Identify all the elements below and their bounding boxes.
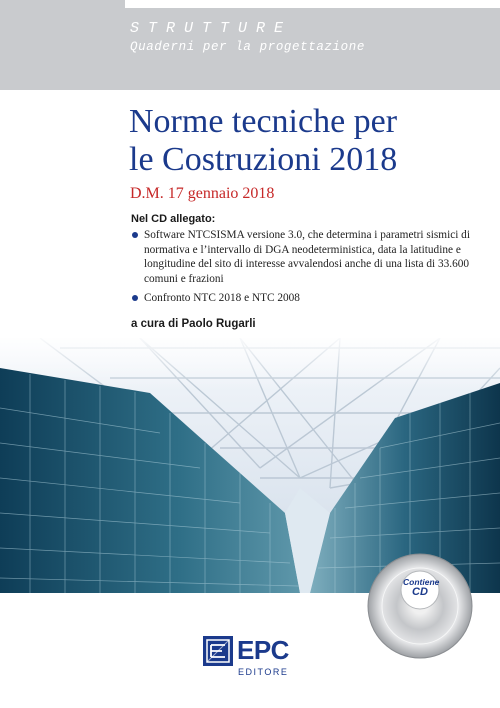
series-rule — [125, 0, 500, 8]
cd-badge-line-1: Contiene — [403, 577, 440, 587]
series-subtitle: Quaderni per la progettazione — [130, 40, 365, 54]
publisher-name: EPC — [237, 635, 289, 665]
book-subtitle: D.M. 17 gennaio 2018 — [130, 185, 275, 202]
cd-contents-item — [131, 291, 491, 306]
book-title-line-2: le Costruzioni 2018 — [129, 141, 398, 178]
bullet-icon — [132, 295, 138, 301]
series-name: STRUTTURE — [130, 20, 293, 37]
cd-disc-icon — [366, 552, 474, 660]
epc-logo-mark-icon — [203, 636, 233, 666]
cd-contents-item-text: Software NTCSISMA versione 3.0, che determina i parametri sismici di normativa e l’intervallo di DGA neodeterministica, data la latitudine e longitudine del sito di interesse avvalendosi anche di una lista di 33.600 comuni e frazioni — [144, 229, 470, 286]
cd-contents-item-text: Confronto NTC 2018 e NTC 2008 — [144, 291, 300, 304]
curator-credit: a cura di Paolo Rugarli — [131, 318, 256, 330]
bullet-icon — [132, 232, 138, 238]
cd-badge-line-2: CD — [412, 586, 428, 598]
publisher-logo — [203, 634, 299, 686]
cd-contents-list — [131, 228, 491, 310]
cd-contents-item — [131, 228, 491, 287]
cd-badge — [403, 577, 440, 598]
cd-contents-heading: Nel CD allegato: — [131, 213, 216, 225]
publisher-subtitle: EDITORE — [238, 667, 289, 677]
series-band — [0, 0, 500, 90]
book-title-line-1: Norme tecniche per — [129, 103, 398, 140]
